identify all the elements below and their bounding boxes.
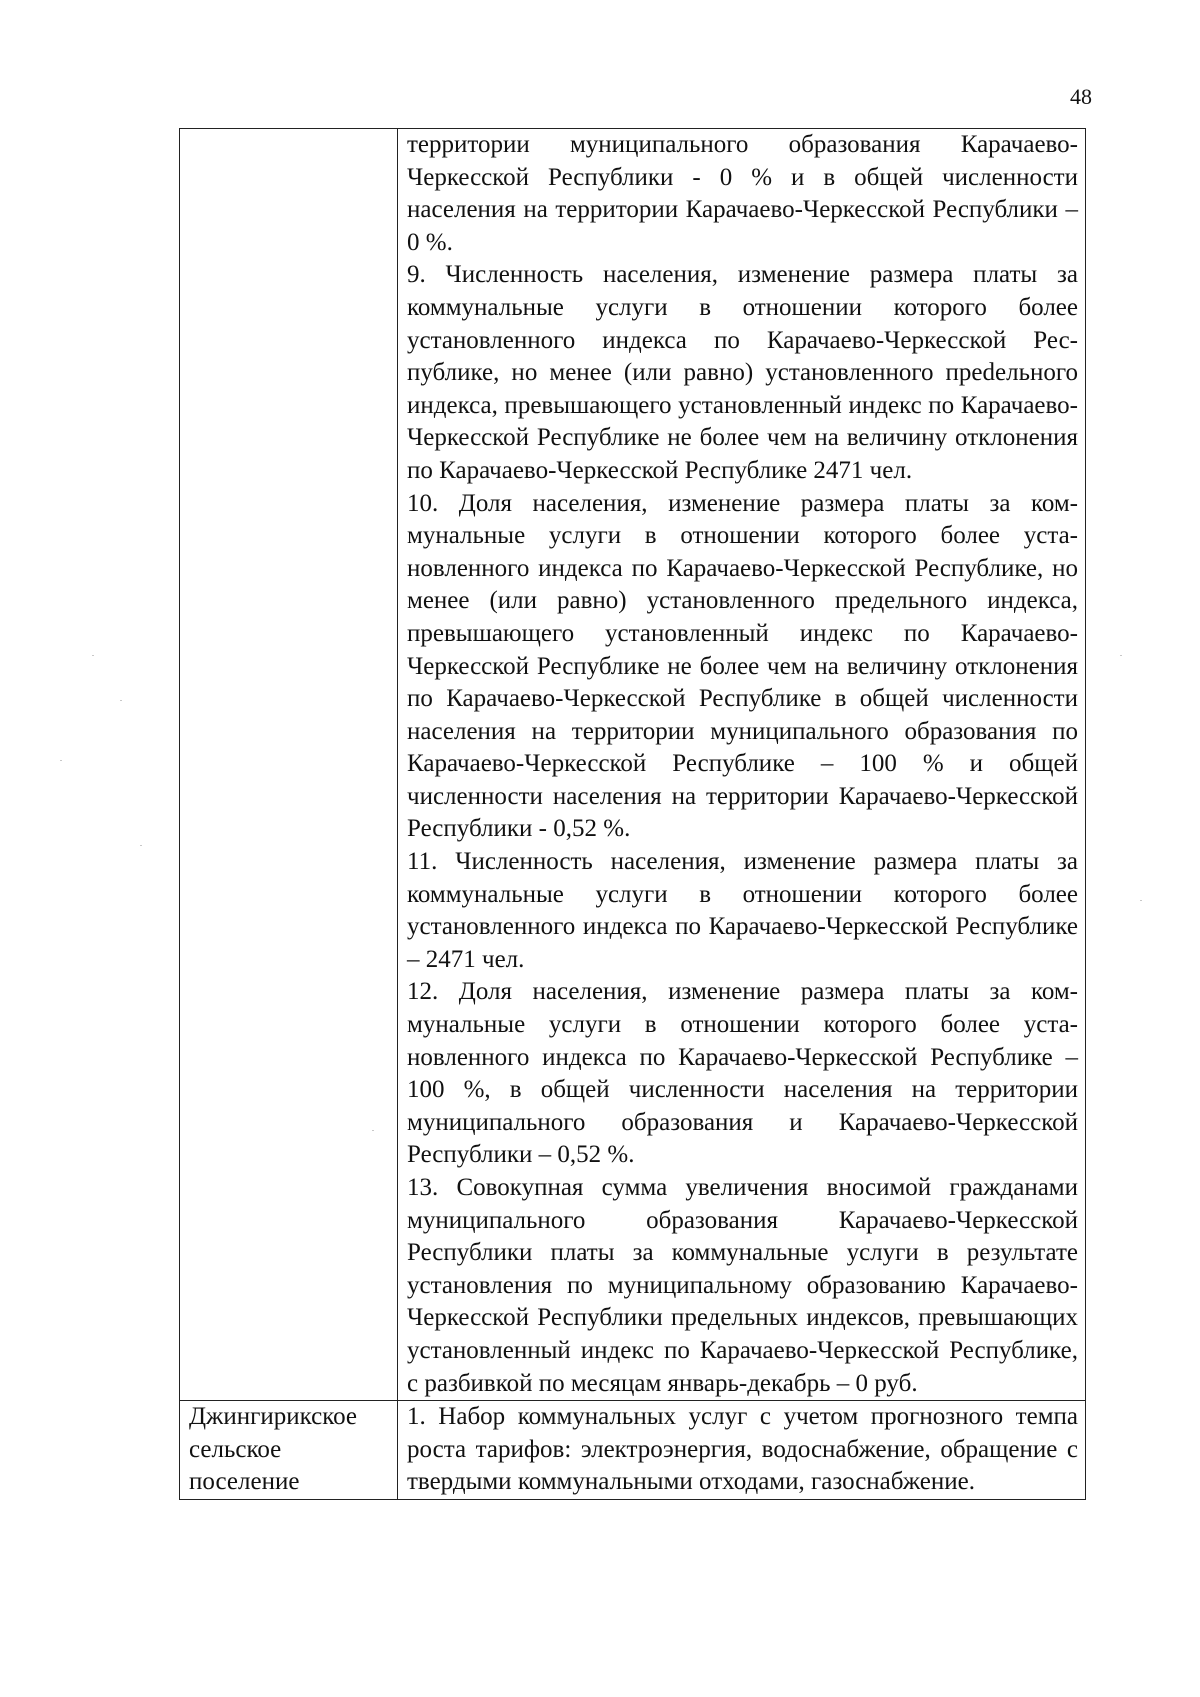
scan-speckle: [92, 655, 94, 656]
scan-speckle: [140, 845, 142, 846]
indicator-text-cell: [398, 1401, 1086, 1500]
indicator-text-cell: [398, 129, 1086, 1401]
indicator-paragraph: 12. Доля населения, изменение размера платы за коммунальные услуги в отношении которого более установленного индекса по Карачаево-Черкесской Республике – 100 %, в общей численности населения на территории муниципального образования и Карачаево-Черкесской Республики – 0,52 %.: [407, 978, 1078, 1169]
municipality-name-line: поселение: [189, 1468, 300, 1496]
table-row: [180, 129, 1086, 1401]
scan-speckle: [372, 1130, 374, 1131]
indicator-paragraph: территории муниципального образования Карачаево-Черкесской Республики - 0 % и в общей численности населения на территории Карачаево-Черкесской Республики – 0 %.: [407, 131, 1078, 256]
indicator-paragraph: 10. Доля населения, изменение размера платы за коммунальные услуги в отношении которого более установленного индекса по Карачаево-Черкесской Республике, но менее (или равно) установленного предельного индекса, превышающего установленный индекс по Карачаево-Черкесской Республике не более чем на величину отклонения по Карачаево-Черкесской Республике в общей численности населения на территории муниципального образования по Карачаево-Черкесской Республике – 100 % и общей численности населения на территории Карачаево-Черкесской Республики - 0,52 %.: [407, 489, 1078, 843]
scan-speckle: [60, 760, 62, 761]
municipality-name-cell: [180, 129, 398, 1401]
page-number: 48: [1070, 84, 1092, 109]
indicator-paragraph: 9. Численность населения, изменение размера платы за коммунальные услуги в отношении которого более установленного индекса по Карачаево-Черкесской Республике, но менее (или равно) установленного преdельного индекса, превышающего установленный индекс по Карачаево-Черкесской Республике не более чем на величину отклонения по Карачаево-Черкесской Республике 2471 чел.: [407, 261, 1078, 484]
indicator-table: [179, 128, 1086, 1500]
scan-speckle: [1140, 900, 1142, 901]
municipality-name-line: сельское: [189, 1435, 282, 1463]
indicator-paragraph: 11. Численность населения, изменение размера платы за коммунальные услуги в отношении которого более установленного индекса по Карачаево-Черкесской Республике – 2471 чел.: [407, 848, 1078, 973]
scan-speckle: [1120, 655, 1122, 656]
municipality-name-cell: [180, 1401, 398, 1500]
municipality-name-line: Джингирикское: [189, 1403, 357, 1431]
indicator-paragraph: 13. Совокупная сумма увеличения вносимой гражданами муниципального образования Карачаево-Черкесской Республики платы за коммунальные услуги в результате установления по муниципальному образованию Карачаево-Черкесской Республики предельных индексов, превышающих установленный индекс по Карачаево-Черкесской Республике, с разбивкой по месяцам январь-декабрь – 0 руб.: [407, 1174, 1078, 1397]
table-row: [180, 1401, 1086, 1500]
indicator-paragraph: 1. Набор коммунальных услуг с учетом прогнозного темпа роста тарифов: электроэнергия, водоснабжение, обращение с твердыми коммунальными отходами, газоснабжение.: [407, 1403, 1078, 1496]
scan-speckle: [120, 700, 122, 701]
